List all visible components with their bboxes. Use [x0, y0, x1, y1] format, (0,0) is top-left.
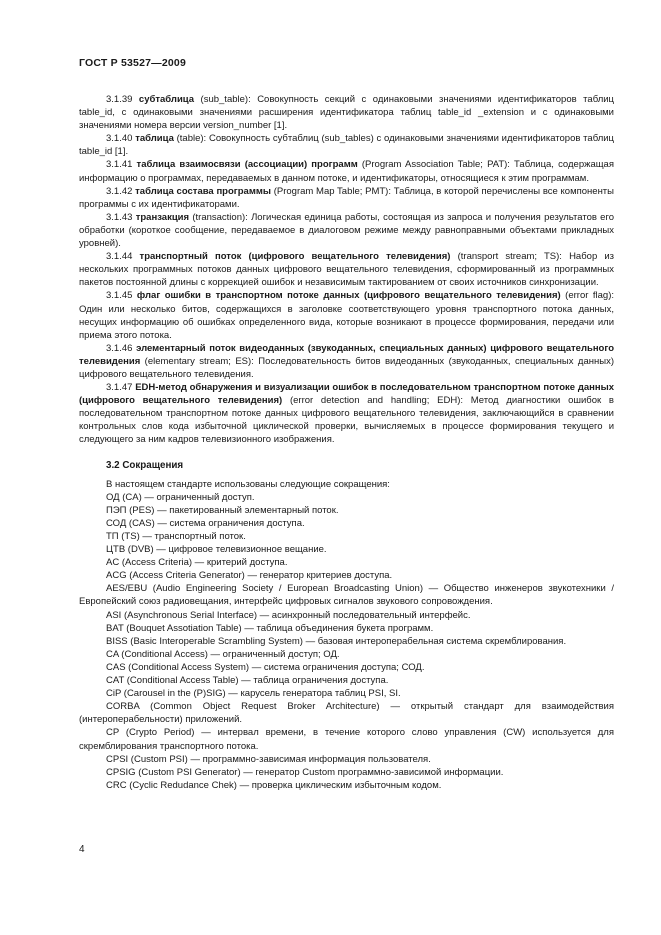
definitions-list [79, 93, 614, 447]
abbreviation-item: ПЭП (PES) — пакетированный элементарный поток. [106, 504, 339, 516]
abbreviation-item: CORBA (Common Object Request Broker Architecture) — открытый стандарт для взаимодействия (интероперабельности) приложений. [79, 701, 614, 726]
abbreviations-intro: В настоящем стандарте использованы следующие сокращения: [106, 478, 390, 490]
definition-paragraph [79, 381, 614, 446]
definition-text: (error flag): Один или несколько битов, содержащихся в заголовке соответствующего уровня транспортного потока данных, несущих информацию об ошибках определенного вида, которые возникают в процессе формирования, передачи или приема этого потока. [79, 290, 615, 341]
abbreviation-item: ASI (Asynchronous Serial Interface) — асинхронный последовательный интерфейс. [106, 609, 471, 621]
abbreviation-item: ОД (CA) — ограниченный доступ. [106, 491, 255, 503]
definition-term: таблица взаимосвязи (ассоциации) программ [136, 159, 358, 171]
definition-number: 3.1.43 [106, 211, 133, 223]
definition-text: (error detection and handling; EDH): Метод диагностики ошибок в последовательном транспортном потоке данных цифрового вещательного телевидения, заключающийся в сравнении контрольных слов кода избыточной циклической проверки, вычисляемых в процессе формирования текущего и следующего за ним кадров телевизионного изображения. [79, 395, 614, 446]
definition-number: 3.1.47 [106, 382, 133, 394]
definition-text: (sub_table): Совокупность секций с одинаковыми значениями идентификаторов таблиц table_id, с одинаковыми значениями расширения идентификатора таблиц table_id _extension и с одинаковыми значениями номера версии version_number [1]. [79, 94, 614, 132]
definition-text: (transaction): Логическая единица работы, состоящая из запроса и получения результатов его обработки (короткое сообщение, передаваемое в диалоговом режиме между равноправными объектами прикладных уровней). [79, 211, 615, 250]
abbreviation-item: СОД (CAS) — система ограничения доступа. [106, 517, 305, 529]
abbreviation-item: BAT (Bouquet Assotiation Table) — таблица объединения букета программ. [106, 622, 434, 634]
definition-term: элементарный поток видеоданных (звукоданных, специальных данных) цифрового вещательного телевидения [79, 342, 614, 367]
definition-text: (transport stream; TS): Набор из нескольких программных потоков данных цифрового вещательного телевидения, сформированный из программных пакетов постоянной длины с коррекцией ошибок и независимым тактированием от своих источников синхронизации. [79, 251, 615, 289]
definition-text: (Program Map Table; PMT): Таблица, в которой перечислены все компоненты программы с их идентификаторами. [79, 185, 614, 210]
definition-number: 3.1.42 [106, 185, 133, 197]
abbreviation-item: CPSI (Custom PSI) — программно-зависимая информация пользователя. [106, 753, 431, 765]
definition-text: (table): Совокупность субтаблиц (sub_tables) с одинаковыми значениями идентификаторов таблиц table_id [1]. [79, 133, 614, 158]
definition-term: таблица состава программы [135, 185, 271, 197]
abbreviation-item: ЦТВ (DVB) — цифровое телевизионное вещание. [106, 544, 327, 556]
definition-term: EDH-метод обнаружения и визуализации ошибок в последовательном транспортном потоке данных (цифрового вещательного телевидения) [79, 382, 615, 407]
abbreviations-list [79, 491, 614, 792]
section-title: 3.2 Сокращения [106, 459, 184, 471]
abbreviation-item: CPSIG (Custom PSI Generator) — генератор Custom программно-зависимой информации. [106, 766, 504, 778]
definition-number: 3.1.40 [106, 133, 133, 145]
abbreviation-item: CAT (Conditional Access Table) — таблица ограничения доступа. [106, 675, 389, 687]
definition-number: 3.1.46 [106, 342, 133, 354]
definition-paragraph [79, 289, 614, 341]
abbreviation-item: CA (Conditional Access) — ограниченный доступ; ОД. [106, 648, 340, 660]
abbreviation-item: CRC (Cyclic Redudance Chek) — проверка циклическим избыточным кодом. [106, 779, 442, 791]
definition-number: 3.1.41 [106, 159, 133, 171]
definition-term: транспортный поток (цифрового вещательного телевидения) [139, 251, 451, 263]
definition-number: 3.1.39 [106, 94, 133, 105]
definition-term: субтаблица [138, 94, 195, 105]
page-content [79, 93, 614, 792]
definition-paragraph [79, 211, 614, 250]
abbreviation-item: CP (Crypto Period) — интервал времени, в течение которого слово управления (CW) используется для скремблирования транспортного потока. [79, 727, 614, 752]
abbreviation-item: CAS (Conditional Access System) — система ограничения доступа; СОД. [106, 661, 425, 673]
definition-text: (elementary stream; ES): Последовательность битов видеоданных (звукоданных, специальных данных) цифрового вещательного телевидения. [79, 355, 614, 380]
abbreviation-item: AC (Access Criteria) — критерий доступа. [106, 557, 288, 569]
definition-number: 3.1.45 [106, 290, 133, 302]
definition-paragraph [79, 93, 614, 132]
page-number: 4 [79, 844, 85, 855]
definition-paragraph [79, 132, 614, 158]
document-header: ГОСТ Р 53527—2009 [79, 57, 187, 69]
definition-text: (Program Association Table; PAT): Таблица, содержащая информацию о программах, передаваемых в данном потоке, и идентификаторы, относящиеся к этим программам. [79, 159, 614, 184]
abbreviation-item: AES/EBU (Audio Engineering Society / European Broadcasting Union) — Общество инженеров звукотехники / Европейский союз радиовещания, интерфейс цифровых сигналов звукового сопровождения. [79, 583, 614, 608]
definition-paragraph [79, 250, 614, 289]
definition-term: таблица [135, 133, 174, 145]
abbreviation-item: ACG (Access Criteria Generator) — генератор критериев доступа. [106, 570, 393, 582]
abbreviation-item: ТП (TS) — транспортный поток. [106, 531, 246, 542]
abbreviation-item: BISS (Basic Interoperable Scrambling System) — базовая интероперабельная система скремблирования. [106, 635, 567, 647]
definition-paragraph [79, 185, 614, 211]
definition-number: 3.1.44 [106, 251, 133, 263]
definition-paragraph [79, 342, 614, 381]
definition-paragraph [79, 158, 614, 184]
definition-term: флаг ошибки в транспортном потоке данных (цифрового вещательного телевидения) [136, 290, 561, 302]
definition-term: транзакция [135, 211, 190, 223]
abbreviation-item: CiP (Carousel in the (P)SIG) — карусель генератора таблиц PSI, SI. [106, 688, 401, 700]
